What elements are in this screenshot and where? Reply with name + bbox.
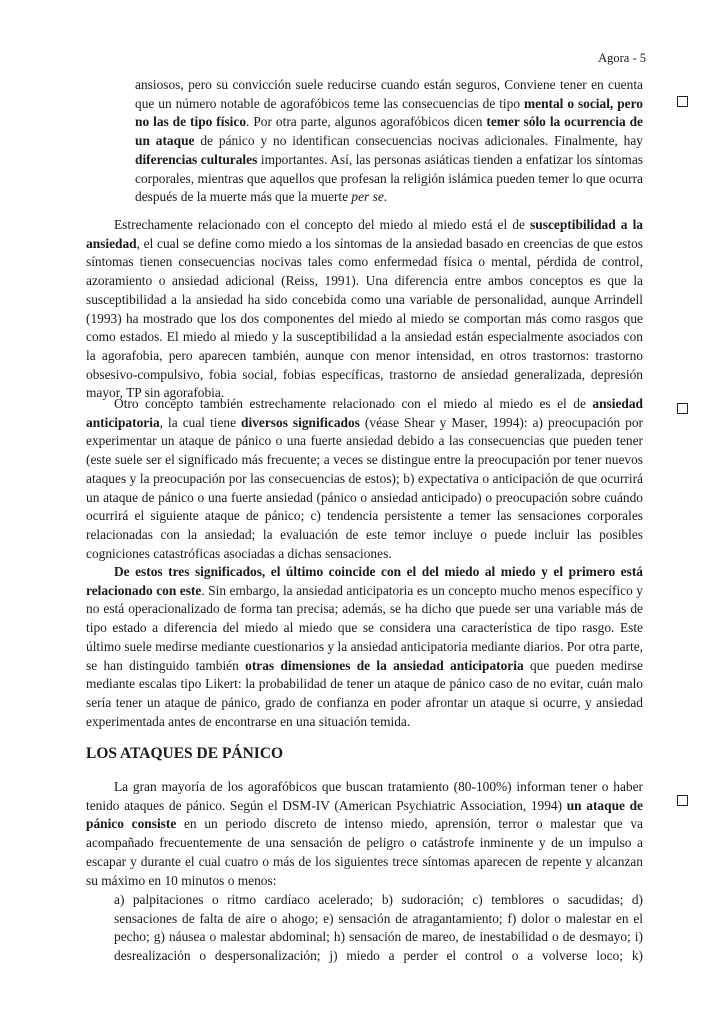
text-run: , la cual tiene (159, 414, 242, 430)
bold-text: mental o social, pero no las de tipo físico (135, 95, 643, 130)
text-run: a) palpitaciones o ritmo cardíaco acelerado; b) sudoración; c) temblores o sacudidas; d) sensaciones de falta de aire o ahogo; e) sensación de atragantamiento; f) dolor o malestar en el pecho; g) náusea o malestar abdominal; h) sensación de mareo, de inestabilidad o de desmayo; i) desrealización o despersonalización; j) miedo a perder el control o a volverse loco; k) (114, 892, 643, 964)
bold-text: diferencias culturales (135, 151, 258, 167)
text-run: . (383, 189, 388, 205)
panic-attack-definition-paragraph (86, 778, 643, 890)
text-run: ansiosos, pero su convicción suele reducirse cuando están seguros, Conviene tener en cuenta que un número notable de agorafóbicos teme las consecuencias de tipo (135, 77, 643, 111)
margin-checkbox-3[interactable] (677, 795, 688, 806)
bold-text: un ataque de pánico consiste (86, 797, 643, 832)
text-run: que pueden medirse mediante escalas tipo Likert: la probabilidad de tener un ataque de pánico caso de no evitar, cuán malo sería tener un ataque de pánico, grado de confianza en poder afrontar un ataque si ocurre, y ansiedad experimentada antes de encontrarse en una situación temida. (86, 657, 643, 729)
symptom-list-paragraph (114, 891, 643, 966)
text-run: Estrechamente relacionado con el concepto del miedo al miedo está el de (114, 217, 531, 232)
margin-checkbox-2[interactable] (677, 403, 688, 414)
bold-text: susceptibilidad a la ansiedad (86, 217, 644, 251)
bold-text: De estos tres significados, el último coincide con el del miedo al miedo y el primero está relacionado con este (86, 564, 643, 598)
text-run: La gran mayoría de los agorafóbicos que buscan tratamiento (80-100%) informan tener o haber tenido ataques de pánico. Según el DSM-IV (American Psychiatric Association, 1994) (86, 779, 643, 813)
section-title: LOS ATAQUES DE PÁNICO (86, 745, 284, 762)
text-run: (véase Shear y Maser, 1994): a) preocupación por experimentar un ataque de pánico o una fuerte ansiedad debido a las consecuencias que pueden tener (este suele ser el significado más frecuente; a veces se distingue entre la preocupación por tener nuevos ataques y la preocupación por las consecuencias de estos); b) expectativa o anticipación de que ocurrirá un ataque de pánico o una fuerte ansiedad (pánico o ansiedad anticipado) o preocupación sobre cuándo ocurrirá el siguiente ataque de pánico; c) tendencia persistente a temer las sensaciones corporales relacionadas con la ansiedad; la evaluación de este temor incluye o puede incluir las posibles cogniciones catastróficas asociadas a dichas sensaciones. (86, 414, 643, 561)
three-meanings-paragraph (86, 563, 643, 731)
italic-text: per se (351, 189, 384, 205)
text-run: . Por otra parte, algunos agorafóbicos dicen (246, 114, 487, 130)
text-run: en un periodo discreto de intenso miedo, aprensión, terror o malestar que va acompañado frecuentemente de una sensación de peligro o catástrofe inminente y de un impulso a escapar y durante el cual cuatro o más de los siguientes trece síntomas aparecen de repente y alcanzan su máximo en 10 minutos o menos: (86, 816, 643, 888)
text-run: . Sin embargo, la ansiedad anticipatoria es un concepto mucho menos específico y no está operacionalizado de forma tan precisa; además, se ha dicho que puede ser una variable más de tipo estado a diferencia del miedo al miedo que se considera una característica de tipo rasgo. Este último suele medirse mediante cuestionarios y la ansiedad anticipatoria mediante diarios. Por otra parte, se han distinguido también (86, 582, 643, 673)
bold-text: ansiedad anticipatoria (86, 396, 643, 430)
text-run: , el cual se define como miedo a los síntomas de la ansiedad basado en creencias de que estos síntomas tienen consecuencias nocivas tales como enfermedad física o mental, pérdida de control, azoramiento o ansiedad adicional (Reiss, 1991). Una diferencia entre ambos conceptos es que la susceptibilidad a la ansiedad ha sido concebida como una variable de personalidad, aunque Arrindell (1993) ha mostrado que los dos componentes del miedo al miedo se comportan más como rasgos que como estados. El miedo al miedo y la susceptibilidad a la ansiedad están especialmente asociados con la agorafobia, pero aparecen también, aunque con menor intensidad, en otros trastornos: trastorno obsesivo-compulsivo, fobia social, fobias específicas, trastorno de ansiedad generalizada, depresión mayor, TP sin agorafobia. (86, 235, 643, 401)
running-header: Agora - 5 (598, 51, 646, 65)
indented-quote-paragraph (135, 76, 643, 207)
text-run: importantes. Así, las personas asiáticas tienden a enfatizar los síntomas corporales, mientras que aquellos que profesan la religión islámica pueden temer lo que ocurra después de la muerte más que la muerte (135, 151, 643, 205)
bold-text: otras dimensiones de la ansiedad anticipatoria (245, 657, 524, 673)
margin-checkbox-1[interactable] (677, 96, 688, 107)
bold-text: diversos significados (241, 414, 360, 430)
text-run: Otro concepto también estrechamente relacionado con el miedo al miedo es el de (114, 396, 593, 411)
susceptibility-paragraph (86, 216, 643, 403)
text-run: de pánico y no identifican consecuencias nocivas adicionales. Finalmente, hay (194, 133, 643, 149)
anticipatory-anxiety-paragraph (86, 395, 643, 563)
bold-text: temer sólo la ocurrencia de un ataque (135, 114, 644, 149)
